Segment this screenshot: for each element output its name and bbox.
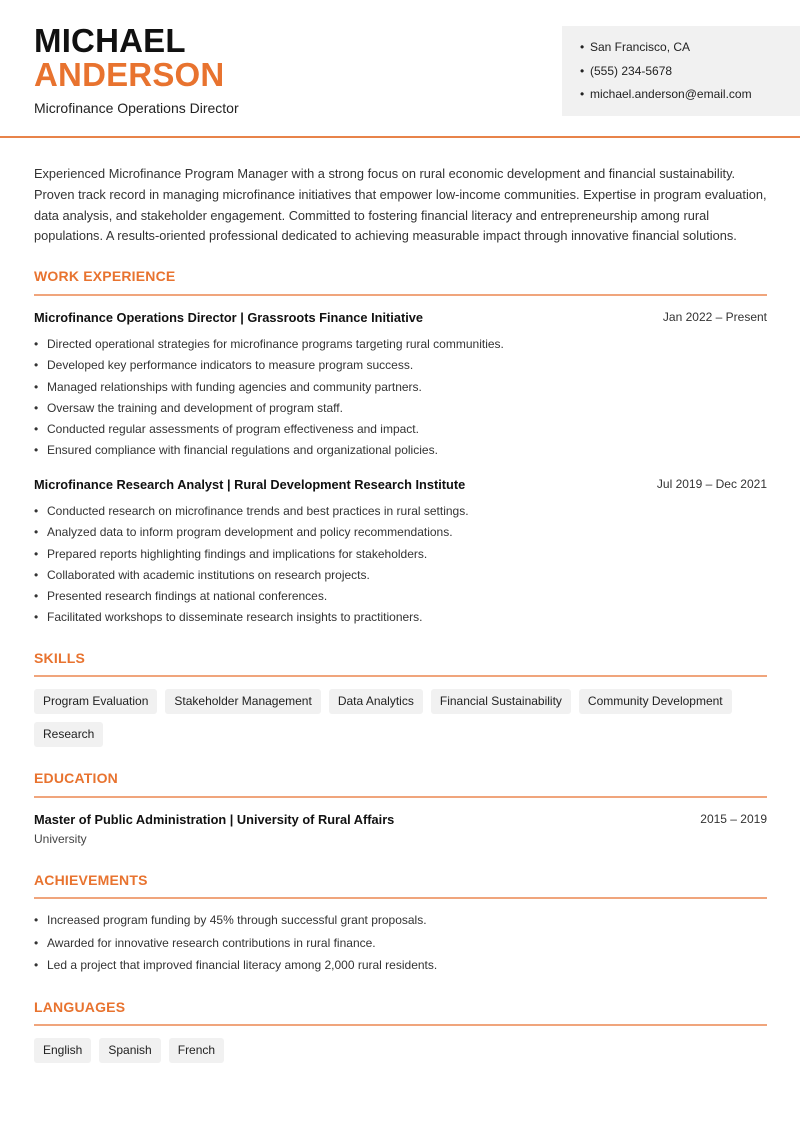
skill-chip: Data Analytics <box>329 689 423 714</box>
first-name: MICHAEL <box>34 22 186 59</box>
education-degree: Master of Public Administration | University of Rural Affairs <box>34 812 395 827</box>
summary-paragraph: Experienced Microfinance Program Manager with a strong focus on rural economic development and financial sustainability. Proven track record in managing microfinance initiatives that empower low-income communities. Expertise in program evaluation, data analysis, and stakeholder engagement. Committed to fostering financial literacy and entrepreneurship among rural populations. A results-oriented professional dedicated to achieving measurable impact through innovative financial solutions. <box>34 166 767 244</box>
list-item: • Directed operational strategies for microfinance programs targeting rural communities. <box>34 337 504 351</box>
job-title: Microfinance Operations Director <box>34 100 239 116</box>
list-item: • Prepared reports highlighting findings and implications for stakeholders. <box>34 546 428 561</box>
skill-chip: Stakeholder Management <box>165 689 320 714</box>
education-header <box>34 812 767 827</box>
job-role: Microfinance Research Analyst | Rural Development Research Institute <box>34 477 466 492</box>
section-divider <box>34 897 767 899</box>
phone-icon: • <box>580 63 585 78</box>
job-bullets <box>34 337 504 465</box>
resume-header <box>0 0 800 138</box>
section-divider <box>34 796 767 798</box>
last-name: ANDERSON <box>34 56 225 93</box>
list-item: • Led a project that improved financial literacy among 2,000 rural residents. <box>34 958 438 972</box>
list-item: • Awarded for innovative research contributions in rural finance. <box>34 935 376 950</box>
skill-chip: Research <box>34 722 103 747</box>
language-chip: English <box>34 1038 91 1063</box>
skills-list <box>34 689 774 747</box>
contact-email <box>580 87 800 111</box>
contact-location <box>580 40 800 64</box>
languages-list <box>34 1038 774 1063</box>
section-title-work: WORK EXPERIENCE <box>34 268 176 284</box>
location-text: San Francisco, CA <box>590 40 691 54</box>
list-item: • Ensured compliance with financial regulations and organizational policies. <box>34 443 438 458</box>
email-text[interactable]: michael.anderson@email.com <box>590 87 752 101</box>
job-bullets <box>34 504 469 632</box>
list-item: • Increased program funding by 45% through successful grant proposals. <box>34 913 427 927</box>
section-title-languages: LANGUAGES <box>34 999 126 1015</box>
job-header <box>34 310 767 325</box>
skill-chip: Program Evaluation <box>34 689 157 714</box>
list-item: • Oversaw the training and development of program staff. <box>34 400 343 415</box>
email-icon: • <box>580 87 585 101</box>
education-type: University <box>34 832 87 846</box>
list-item: • Managed relationships with funding agencies and community partners. <box>34 379 422 394</box>
job-dates: Jul 2019 – Dec 2021 <box>656 477 767 491</box>
section-title-skills: SKILLS <box>34 650 85 666</box>
candidate-name <box>34 24 224 92</box>
list-item: • Collaborated with academic institutions on research projects. <box>34 567 370 582</box>
job-role: Microfinance Operations Director | Grassroots Finance Initiative <box>34 310 424 325</box>
list-item: • Presented research findings at national conferences. <box>34 589 328 604</box>
list-item: • Conducted research on microfinance trends and best practices in rural settings. <box>34 504 469 518</box>
contact-box <box>562 26 800 116</box>
phone-text[interactable]: (555) 234-5678 <box>590 63 673 78</box>
location-icon: • <box>580 40 585 54</box>
education-dates: 2015 – 2019 <box>700 812 767 826</box>
job-dates: Jan 2022 – Present <box>662 310 767 324</box>
list-item: • Developed key performance indicators to measure program success. <box>34 358 414 373</box>
section-title-education: EDUCATION <box>34 770 118 786</box>
job-header <box>34 477 767 492</box>
skill-chip: Financial Sustainability <box>431 689 571 714</box>
list-item: • Facilitated workshops to disseminate research insights to practitioners. <box>34 610 423 625</box>
language-chip: Spanish <box>99 1038 160 1063</box>
section-divider <box>34 675 767 677</box>
skill-chip: Community Development <box>579 689 732 714</box>
section-divider <box>34 1024 767 1026</box>
section-title-achievements: ACHIEVEMENTS <box>34 872 148 888</box>
section-divider <box>34 294 767 296</box>
language-chip: French <box>169 1038 224 1063</box>
contact-phone <box>580 64 800 88</box>
list-item: • Conducted regular assessments of program effectiveness and impact. <box>34 422 419 437</box>
achievements-list <box>34 913 437 981</box>
list-item: • Analyzed data to inform program development and policy recommendations. <box>34 525 453 540</box>
